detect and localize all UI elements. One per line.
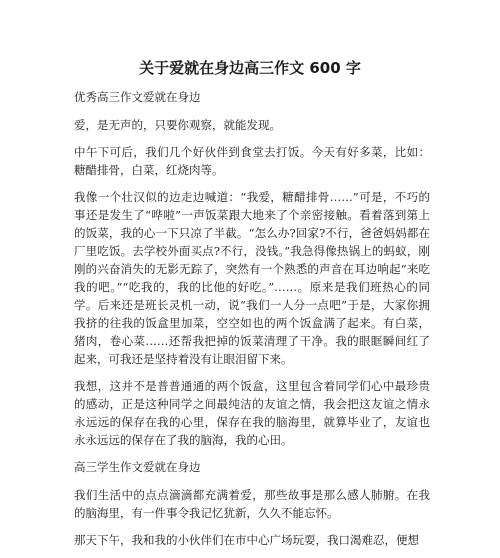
paragraph: 我想，这并不是普普通通的两个饭盒，这里包含着同学们心中最珍贵的感动，正是这种同学之间最纯洁的友谊之情，我会把这友谊之情永永远远的保存在我的心里，保存在我的脑海里，就算毕业了，友谊也永永远远的保存在了我的脑海，我的心田。 <box>74 379 430 447</box>
document-title: 关于爱就在身边高三作文 600 字 <box>139 59 361 77</box>
paragraph: 爱，是无声的，只要你观察，就能发现。 <box>74 118 281 132</box>
section-heading: 高三学生作文爱就在身边 <box>74 460 201 474</box>
section-heading: 优秀高三作文爱就在身边 <box>74 90 201 104</box>
paragraph: 那天下午，我和我的小伙伴们在市中心广场玩耍，我口渴难忍，便想 <box>74 533 419 547</box>
paragraph: 中午下可后，我们几个好伙伴到食堂去打饭。今天有好多菜，比如：糖醋排骨，白菜，红烧肉等。 <box>74 145 430 177</box>
document-body <box>74 88 430 558</box>
paragraph: 我像一个壮汉似的边走边喊道：“我爱，糖醋排骨……”可是，不巧的事还是发生了“哗啦”一声饭菜跟大地来了个亲密接触。看着落到第上的饭菜，我的心一下只凉了半截。“怎么办?回家?不行，爸爸妈妈都在厂里吃饭。去学校外面买点?不行，没钱。”我急得像热锅上的蚂蚁，刚刚的兴奋消失的无影无踪了，突然有一个熟悉的声音在耳边响起“来吃我的吧。”“吃我的，我的比他的好吃。”……。原来是我们班热心的同学。后来还是班长灵机一动，说“我们一人分一点吧”于是，大家你拥我挤的往我的饭盒里加菜，空空如也的两个饭盒满了起来。有白菜，猪肉，卷心菜……还帮我把掉的饭菜清理了干净。我的眼眶瞬间红了起来，可我还是坚持着没有让眼泪留下来。 <box>74 190 430 366</box>
paragraph: 我们生活中的点点滴滴都充满着爱，那些故事是那么感人肺腑。在我的脑海里，有一件事令我记忆犹新，久久不能忘怀。 <box>74 488 430 520</box>
